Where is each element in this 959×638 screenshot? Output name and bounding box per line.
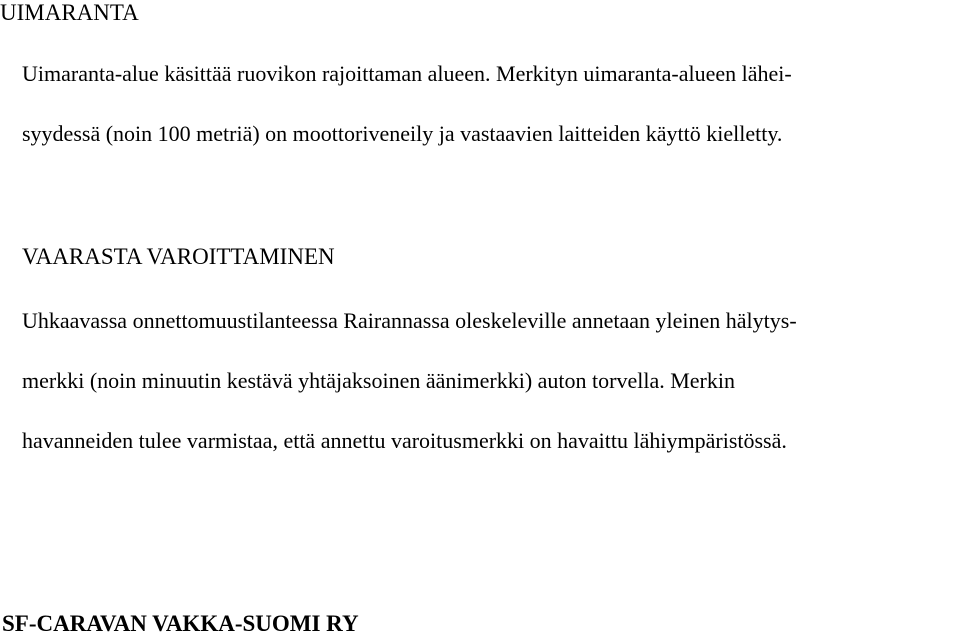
paragraph-line: Uhkaavassa onnettomuustilanteessa Rairannassa oleskeleville annetaan yleinen hälytys-: [22, 308, 797, 333]
paragraph-line: syydessä (noin 100 metriä) on moottoriveneily ja vastaavien laitteiden käyttö kielletty.: [22, 121, 783, 146]
section-heading-vaarasta-varoittaminen: VAARASTA VAROITTAMINEN: [22, 244, 335, 269]
paragraph-line: merkki (noin minuutin kestävä yhtäjaksoinen äänimerkki) auton torvella. Merkin: [22, 368, 735, 393]
paragraph-line: Uimaranta-alue käsittää ruovikon rajoittaman alueen. Merkityn uimaranta-alueen lähei-: [22, 61, 792, 86]
paragraph-line: havanneiden tulee varmistaa, että annettu varoitusmerkki on havaittu lähiympäristössä.: [22, 428, 787, 453]
section-heading-uimaranta: UIMARANTA: [0, 0, 139, 25]
organization-footer: SF-CARAVAN VAKKA-SUOMI RY: [2, 611, 359, 636]
